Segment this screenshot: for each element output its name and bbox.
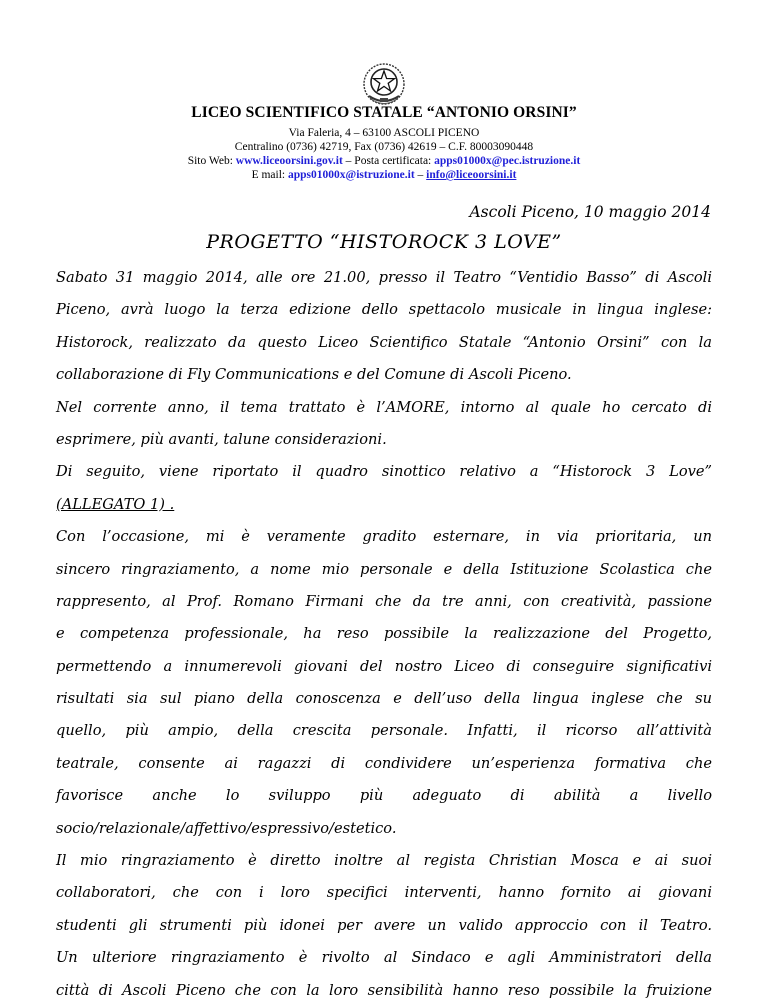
school-address: Via Faleria, 4 – 63100 ASCOLI PICENO [288,127,480,139]
body-line: Piceno, avrà luogo la terza edizione dello spettacolo musicale in lingua inglese: [56,301,712,319]
italian-republic-emblem-icon [361,62,407,108]
document-date: Ascoli Piceno, 10 maggio 2014 [469,203,711,221]
body-line: teatrale, consente ai ragazzi di condividere un’esperienza formativa che [56,754,712,772]
website-link[interactable]: www.liceoorsini.gov.it [235,155,343,167]
document-title: PROGETTO “HISTOROCK 3 LOVE” [206,231,562,253]
school-mail-line [0,169,768,181]
body-line: Un ulteriore ringraziamento è rivolto al Sindaco e agli Amministratori della [56,949,712,967]
school-web-line [0,155,768,167]
body-line: socio/relazionale/affettivo/espressivo/estetico. [56,819,397,837]
body-line: risultati sia sul piano della conoscenza e dell’uso della lingua inglese che su [56,690,712,708]
school-name: LICEO SCIENTIFICO STATALE “ANTONIO ORSINI” [191,104,577,121]
body-line: collaboratori, che con i loro specifici interventi, hanno fornito ai giovani [56,884,712,902]
document-body [56,262,712,1007]
body-line: città di Ascoli Piceno che con la loro sensibilità hanno reso possibile la fruizione [56,981,712,999]
info-email-link[interactable]: info@liceoorsini.it [426,169,517,181]
pec-email-link[interactable]: apps01000x@pec.istruzione.it [434,155,581,167]
body-line: Historock, realizzato da questo Liceo Scientifico Statale “Antonio Orsini” con la [56,333,712,351]
body-line: Di seguito, viene riportato il quadro sinottico relativo a “Historock 3 Love” [56,463,712,481]
body-line: studenti gli strumenti più idonei per avere un valido approccio con il Teatro. [56,916,712,934]
body-line: sincero ringraziamento, a nome mio personale e della Istituzione Scolastica che [56,560,712,578]
body-line: rappresento, al Prof. Romano Firmani che da tre anni, con creatività, passione [56,592,712,610]
body-line: Sabato 31 maggio 2014, alle ore 21.00, presso il Teatro “Ventidio Basso” di Ascoli [56,269,712,286]
body-line: Nel corrente anno, il tema trattato è l’AMORE, intorno al quale ho cercato di [56,398,712,416]
body-line: e competenza professionale, ha reso possibile la realizzazione del Progetto, [56,625,712,643]
body-line: collaborazione di Fly Communications e del Comune di Ascoli Piceno. [56,366,572,384]
body-line: Il mio ringraziamento è diretto inoltre al regista Christian Mosca e ai suoi [56,852,712,870]
body-line: esprimere, più avanti, talune considerazioni. [56,430,387,448]
mail-separator: – [414,169,427,181]
body-line: permettendo a innumerevoli giovani del nostro Liceo di conseguire significativi [56,657,712,675]
email-link[interactable]: apps01000x@istruzione.it [288,169,415,181]
mail-label: E mail: [251,169,288,181]
body-line: quello, più ampio, della crescita personale. Infatti, il ricorso all’attività [56,722,712,740]
school-phone-line: Centralino (0736) 42719, Fax (0736) 42619 – C.F. 80003090448 [234,141,534,153]
web-label: Sito Web: [187,155,236,167]
allegato-reference: (ALLEGATO 1) . [56,495,175,513]
body-line: Con l’occasione, mi è veramente gradito esternare, in via prioritaria, un [56,528,712,546]
pec-label: – Posta certificata: [342,155,435,167]
body-line: favorisce anche lo sviluppo più adeguato di abilità a livello [56,787,712,805]
